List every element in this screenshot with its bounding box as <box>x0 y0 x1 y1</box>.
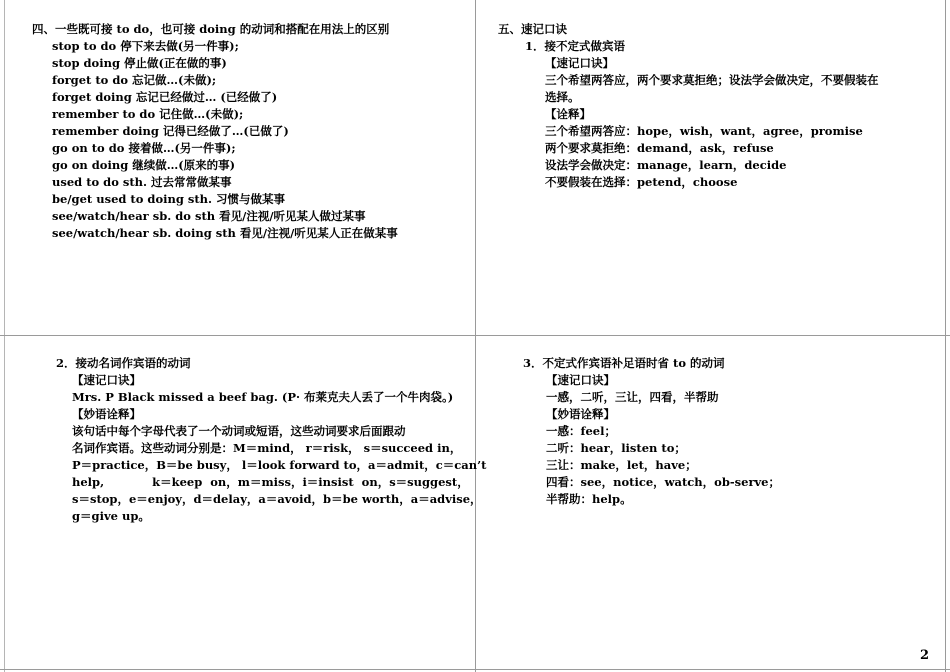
panel-verb-usage <box>32 21 462 242</box>
bottom-border <box>0 669 950 670</box>
section-title: 五、速记口诀 <box>498 22 567 36</box>
usage-item: see/watch/hear sb. doing sth 看见/注视/听见某人正在做某事 <box>52 226 398 240</box>
section-title: 四、一些既可接 to do，也可接 doing 的动词和搭配在用法上的区别 <box>32 22 390 36</box>
usage-item: go on to do 接着做…(另一件事); <box>52 141 236 155</box>
usage-item: remember to do 记住做…(未做); <box>52 107 244 121</box>
explain-item: 不要假装在选择：petend，choose <box>545 175 738 189</box>
explain-label: 【妙语诠释】 <box>546 407 615 421</box>
explain-item: 三个希望两答应：hope，wish，want，agree，promise <box>545 124 863 138</box>
explain-item: 两个要求莫拒绝：demand，ask，refuse <box>545 141 774 155</box>
usage-item: stop doing 停止做(正在做的事) <box>52 56 227 70</box>
subsection-title: 1．接不定式做宾语 <box>525 39 626 53</box>
panel-mnemonics-infinitive <box>498 21 928 191</box>
usage-item: forget doing 忘记已经做过… (已经做了) <box>52 90 278 104</box>
explain-label: 【妙语诠释】 <box>72 407 141 421</box>
explain-item: 二听：hear，listen to； <box>546 441 686 455</box>
usage-item: go on doing 继续做…(原来的事) <box>52 158 236 172</box>
explain-line: P＝practice，B＝be busy， l＝look forward to，a＝admit，c＝can’t <box>72 458 487 472</box>
left-border <box>4 0 5 672</box>
right-border <box>945 0 946 672</box>
subsection-title: 3．不定式作宾语补足语时省 to 的动词 <box>523 356 725 370</box>
mnemonic-text: 选择。 <box>545 90 580 104</box>
mnemonic-text: 一感，二听，三让，四看，半帮助 <box>546 390 719 404</box>
explain-label: 【诠释】 <box>545 107 591 121</box>
horizontal-divider <box>0 335 950 336</box>
explain-item: 四看：see，notice，watch，ob-serve； <box>546 475 780 489</box>
mnemonic-text: Mrs. P Black missed a beef bag. (P· 布莱克夫人丢了一个牛肉袋。) <box>72 390 454 404</box>
mnemonic-text: 三个希望两答应，两个要求莫拒绝；设法学会做决定，不要假装在 <box>545 73 879 87</box>
usage-item: stop to do 停下来去做(另一件事); <box>52 39 239 53</box>
vertical-divider <box>475 0 476 672</box>
explain-line: 该句话中每个字母代表了一个动词或短语，这些动词要求后面跟动 <box>72 424 406 438</box>
mnemonic-label: 【速记口诀】 <box>546 373 615 387</box>
usage-item: see/watch/hear sb. do sth 看见/注视/听见某人做过某事 <box>52 209 366 223</box>
explain-item: 三让：make，let，have； <box>546 458 697 472</box>
explain-line: 名词作宾语。这些动词分别是：M＝mind， r＝risk， s＝succeed in， <box>72 441 462 455</box>
explain-item: 设法学会做决定：manage，learn，decide <box>545 158 787 172</box>
explain-line: g＝give up。 <box>72 509 150 523</box>
explain-item: 半帮助：help。 <box>546 492 632 506</box>
panel-bare-infinitive <box>523 355 923 508</box>
explain-line: help, k＝keep on，m＝miss，i＝insist on，s＝suggest， <box>72 475 469 489</box>
page-number: 2 <box>920 648 930 663</box>
usage-item: remember doing 记得已经做了…(已做了) <box>52 124 289 138</box>
mnemonic-label: 【速记口诀】 <box>72 373 141 387</box>
usage-item: used to do sth. 过去常常做某事 <box>52 175 232 189</box>
mnemonic-label: 【速记口诀】 <box>545 56 614 70</box>
explain-line: s＝stop，e＝enjoy，d＝delay，a＝avoid，b＝be worth，a＝advise， <box>72 492 482 506</box>
explain-item: 一感：feel； <box>546 424 616 438</box>
usage-item: forget to do 忘记做…(未做); <box>52 73 217 87</box>
usage-item: be/get used to doing sth. 习惯与做某事 <box>52 192 286 206</box>
subsection-title: 2．接动名词作宾语的动词 <box>56 356 191 370</box>
panel-gerund-objects <box>56 355 487 525</box>
